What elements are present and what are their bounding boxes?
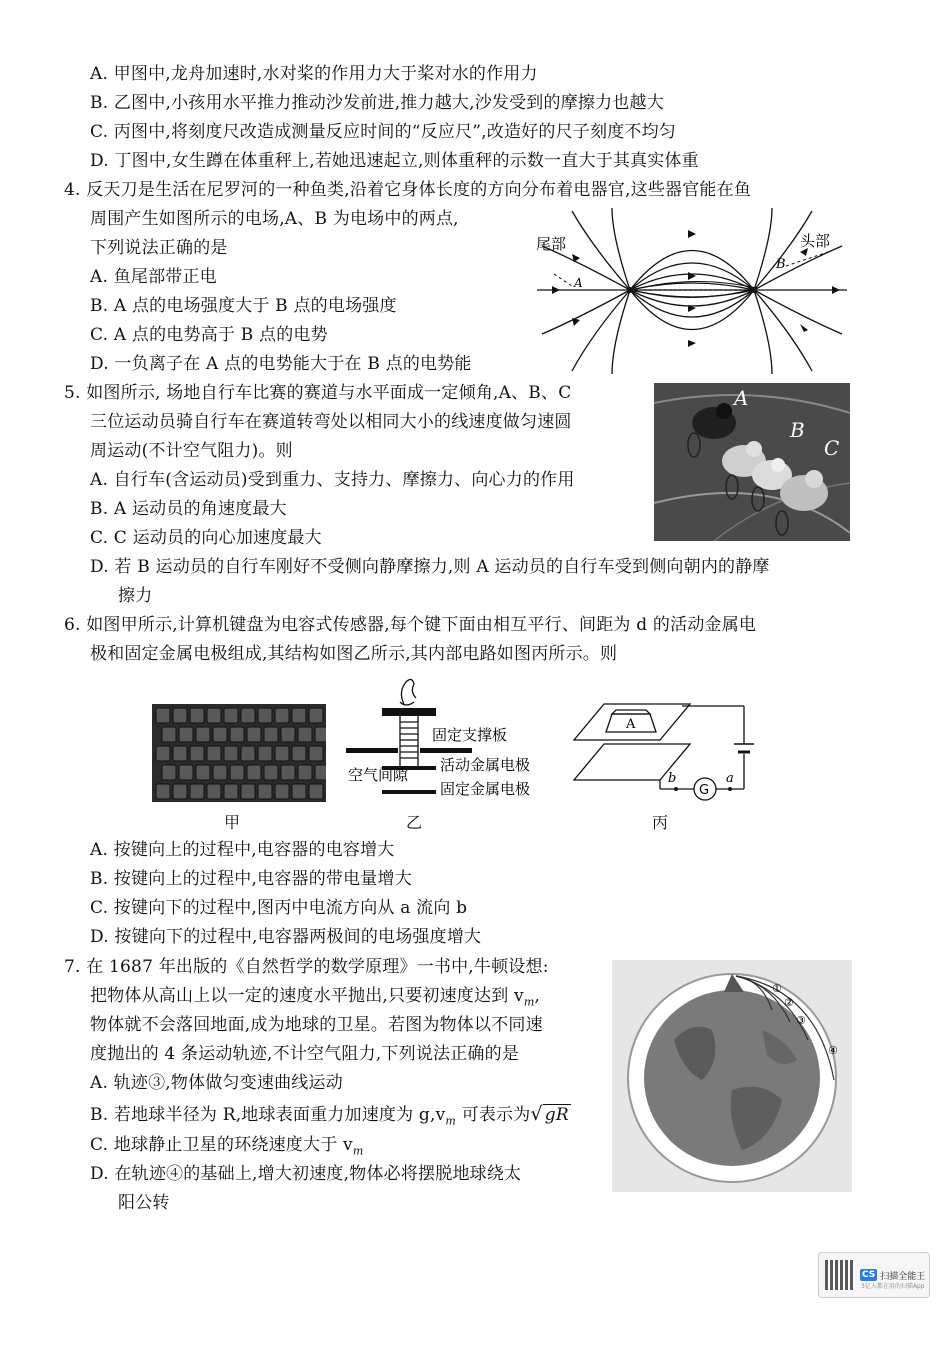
q5-option-b: B. A 运动员的角速度最大 xyxy=(90,499,287,519)
trajectory-3-label: ③ xyxy=(796,1014,806,1027)
keyboard-key xyxy=(173,708,187,723)
movable-electrode-label: 活动金属电极 xyxy=(440,756,531,774)
keyboard-key xyxy=(230,765,244,780)
q7-option-a: A. 轨迹③,物体做匀变速曲线运动 xyxy=(90,1073,343,1093)
keyboard-key xyxy=(309,784,323,799)
keyboard-key xyxy=(264,765,278,780)
keyboard-key xyxy=(230,727,244,742)
q5-stem-line3: 周运动(不计空气阻力)。则 xyxy=(90,441,293,461)
keyboard-key xyxy=(224,746,238,761)
rider-c-label: C xyxy=(824,436,840,460)
keyboard-key xyxy=(196,765,210,780)
scanner-app-name: 扫描全能王 xyxy=(880,1271,926,1282)
head-label: 头部 xyxy=(800,232,831,250)
keyboard-key xyxy=(179,765,193,780)
newton-cannon-diagram xyxy=(612,960,852,1192)
keyboard-key xyxy=(190,746,204,761)
keyboard-photo xyxy=(152,704,326,802)
keyboard-key xyxy=(241,708,255,723)
keyboard-key xyxy=(213,727,227,742)
q6-option-b: B. 按键向上的过程中,电容器的带电量增大 xyxy=(90,869,412,889)
keyboard-key xyxy=(258,784,272,799)
keyboard-key xyxy=(213,765,227,780)
keyboard-key xyxy=(162,727,176,742)
q5-stem-line2: 三位运动员骑自行车在赛道转弯处以相同大小的线速度做匀速圆 xyxy=(90,412,572,432)
q6-option-c: C. 按键向下的过程中,图丙中电流方向从 a 流向 b xyxy=(90,898,468,918)
node-a-label: a xyxy=(726,771,734,786)
support-plate-label: 固定支撑板 xyxy=(432,726,508,744)
keyboard-key xyxy=(309,708,323,723)
keyboard-key xyxy=(247,727,261,742)
keyboard-key xyxy=(292,746,306,761)
keyboard-key xyxy=(207,784,221,799)
q5-option-a: A. 自行车(含运动员)受到重力、支持力、摩擦力、向心力的作用 xyxy=(90,470,575,490)
keyboard-key xyxy=(281,727,295,742)
galvanometer-label: G xyxy=(699,783,710,798)
figure-jia-caption: 甲 xyxy=(224,813,241,832)
keyboard-key xyxy=(173,746,187,761)
keyboard-key xyxy=(156,746,170,761)
trajectory-1-label: ① xyxy=(772,982,782,995)
keyboard-key xyxy=(173,784,187,799)
keyboard-key xyxy=(292,784,306,799)
q7-option-d-line2: 阳公转 xyxy=(118,1193,170,1213)
keyboard-key xyxy=(281,765,295,780)
q3-option-c: C. 丙图中,将刻度尺改造成测量反应时间的“反应尺”,改造好的尺子刻度不均匀 xyxy=(90,122,676,142)
figure-bing-caption: 丙 xyxy=(652,813,669,832)
keyboard-key xyxy=(315,765,326,780)
q6-option-d: D. 按键向下的过程中,电容器两极间的电场强度增大 xyxy=(90,927,482,947)
keyboard-key xyxy=(179,727,193,742)
scanner-tagline: 3亿人都在用的扫描App xyxy=(861,1283,925,1290)
q4-stem-line1: 4. 反天刀是生活在尼罗河的一种鱼类,沿着它身体长度的方向分布着电器官,这些器官能在鱼 xyxy=(64,180,752,200)
keyboard-key xyxy=(298,765,312,780)
q7-option-d-line1: D. 在轨迹④的基础上,增大初速度,物体必将摆脱地球绕太 xyxy=(90,1164,522,1184)
point-a-label: A xyxy=(574,276,583,290)
rider-b-label: B xyxy=(790,418,805,442)
capacitor-circuit-diagram xyxy=(564,694,764,806)
keyboard-key xyxy=(264,727,278,742)
camscanner-logo-icon: CS xyxy=(862,1270,876,1280)
keyboard-key xyxy=(298,727,312,742)
q5-option-c: C. C 运动员的向心加速度最大 xyxy=(90,528,322,548)
keyboard-key xyxy=(207,746,221,761)
q4-option-c: C. A 点的电势高于 B 点的电势 xyxy=(90,325,328,345)
q4-option-a: A. 鱼尾部带正电 xyxy=(90,267,217,287)
trajectory-4-label: ④ xyxy=(828,1044,838,1057)
keyboard-key xyxy=(196,727,210,742)
keyboard-key xyxy=(275,746,289,761)
node-b-label: b xyxy=(668,771,677,786)
cycling-track-photo xyxy=(654,383,850,541)
q7-option-b: B. 若地球半径为 R,地球表面重力加速度为 $g,v_m$ 可表示为√ gR xyxy=(90,1103,569,1128)
scanner-watermark xyxy=(818,1252,930,1298)
keyboard-key xyxy=(315,727,326,742)
qr-code-icon xyxy=(825,1260,855,1290)
keyboard-key xyxy=(292,708,306,723)
keyboard-key xyxy=(190,784,204,799)
keyboard-key xyxy=(275,784,289,799)
tail-label: 尾部 xyxy=(536,235,567,253)
keyboard-key xyxy=(162,765,176,780)
q6-stem-line1: 6. 如图甲所示,计算机键盘为电容式传感器,每个键下面由相互平行、间距为 d 的活动金属电 xyxy=(64,615,757,635)
q5-option-d-line1: D. 若 B 运动员的自行车刚好不受侧向静摩擦力,则 A 运动员的自行车受到侧向朝内的静摩 xyxy=(90,557,770,577)
keyboard-key xyxy=(156,784,170,799)
q4-option-b: B. A 点的电场强度大于 B 点的电场强度 xyxy=(90,296,397,316)
q7-option-c: C. 地球静止卫星的环绕速度大于 $v_m$ xyxy=(90,1135,364,1158)
trajectory-2-label: ② xyxy=(784,996,794,1009)
q5-stem-line1: 5. 如图所示, 场地自行车比赛的赛道与水平面成一定倾角,A、B、C xyxy=(64,383,572,403)
q4-stem-line3: 下列说法正确的是 xyxy=(90,238,228,258)
point-b-label: B xyxy=(776,257,786,272)
key-a-label: A xyxy=(626,717,636,732)
keyboard-key xyxy=(224,784,238,799)
keyboard-key xyxy=(241,746,255,761)
q3-option-a: A. 甲图中,龙舟加速时,水对桨的作用力大于桨对水的作用力 xyxy=(90,64,538,84)
q3-option-b: B. 乙图中,小孩用水平推力推动沙发前进,推力越大,沙发受到的摩擦力也越大 xyxy=(90,93,664,113)
fixed-electrode-label: 固定金属电极 xyxy=(440,780,531,798)
keyboard-key xyxy=(258,708,272,723)
keyboard-key xyxy=(224,708,238,723)
keyboard-key xyxy=(247,765,261,780)
figure-yi-caption: 乙 xyxy=(406,813,423,832)
keyboard-key xyxy=(190,708,204,723)
q4-option-d: D. 一负离子在 A 点的电势能大于在 B 点的电势能 xyxy=(90,354,472,374)
key-structure-diagram xyxy=(342,676,552,802)
air-gap-label: 空气间隙 xyxy=(348,766,409,784)
electric-field-diagram xyxy=(532,206,852,376)
keyboard-key xyxy=(241,784,255,799)
keyboard-key xyxy=(207,708,221,723)
q7-stem-line3: 物体就不会落回地面,成为地球的卫星。若图为物体以不同速 xyxy=(90,1015,543,1035)
q5-option-d-line2: 擦力 xyxy=(118,586,153,606)
q4-stem-line2: 周围产生如图所示的电场,A、B 为电场中的两点, xyxy=(90,209,459,229)
q3-option-d: D. 丁图中,女生蹲在体重秤上,若她迅速起立,则体重秤的示数一直大于其真实体重 xyxy=(90,151,699,171)
keyboard-key xyxy=(275,708,289,723)
q7-stem-line1: 7. 在 1687 年出版的《自然哲学的数学原理》一书中,牛顿设想: xyxy=(64,957,549,977)
keyboard-key xyxy=(309,746,323,761)
q7-stem-line4: 度抛出的 4 条运动轨迹,不计空气阻力,下列说法正确的是 xyxy=(90,1044,520,1064)
q7-stem-line2: 把物体从高山上以一定的速度水平抛出,只要初速度达到 $v_m$, xyxy=(90,986,541,1009)
keyboard-key xyxy=(156,708,170,723)
q6-stem-line2: 极和固定金属电极组成,其结构如图乙所示,其内部电路如图丙所示。则 xyxy=(90,644,618,664)
q6-option-a: A. 按键向上的过程中,电容器的电容增大 xyxy=(90,840,395,860)
rider-a-label: A xyxy=(734,386,749,410)
keyboard-key xyxy=(258,746,272,761)
